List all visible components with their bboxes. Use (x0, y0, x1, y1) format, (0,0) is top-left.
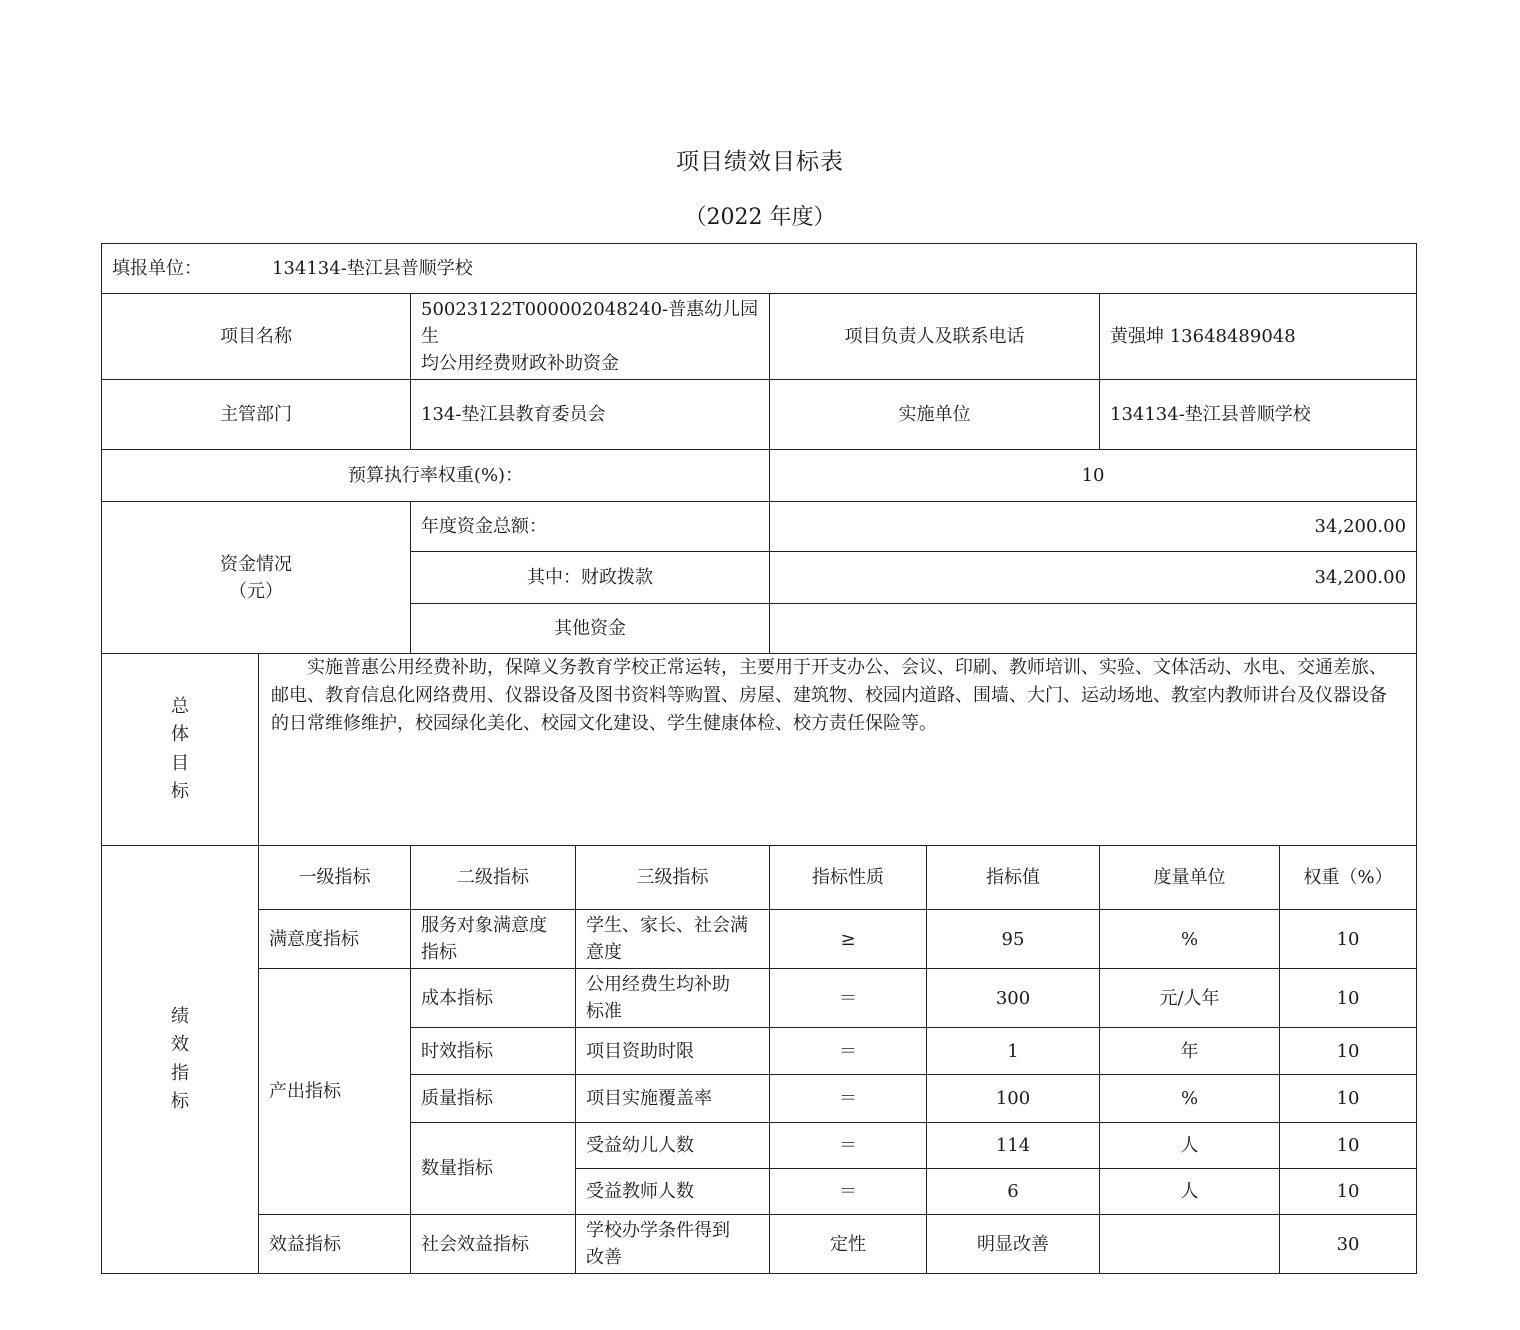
budget-weight-label: 预算执行率权重(%)： (102, 450, 770, 502)
level2-service: 服务对象满意度 指标 (411, 910, 576, 969)
value-cell: 1 (927, 1028, 1100, 1075)
report-unit-value: 134134-垫江县普顺学校 (272, 258, 473, 279)
impl-label: 实施单位 (770, 380, 1100, 450)
goal-text: 实施普惠公用经费补助，保障义务教育学校正常运转，主要用于开支办公、会议、印刷、教师培训、实验、文体活动、水电、交通差旅、邮电、教育信息化网络费用、仪器设备及图书资料等购置、房屋、建筑物、校园内道路、围墙、大门、运动场地、教室内教师讲台及仪器设备的日常维修维护，校园绿化美化、校园文化建设、学生健康体检、校方责任保险等。 (259, 654, 1417, 846)
table-row (102, 910, 1417, 969)
unit-cell: % (1100, 910, 1280, 969)
unit-cell: 元/人年 (1100, 969, 1280, 1028)
level3-cell: 公用经费生均补助 标准 (576, 969, 770, 1028)
unit-cell (1100, 1215, 1280, 1274)
funds-other-value (770, 604, 1417, 654)
level2-quality: 质量指标 (411, 1075, 576, 1123)
weight-cell: 10 (1280, 1028, 1417, 1075)
level3-cell: 受益幼儿人数 (576, 1123, 770, 1169)
level1-output: 产出指标 (259, 969, 411, 1215)
page-title: 项目绩效目标表 (676, 149, 844, 175)
level1-benefit: 效益指标 (259, 1215, 411, 1274)
indicators-label: 绩 效 指 标 (102, 846, 259, 1274)
project-name-label: 项目名称 (102, 294, 411, 380)
level3-cell: 学生、家长、社会满 意度 (576, 910, 770, 969)
performance-table (101, 243, 1417, 1274)
impl-value: 134134-垫江县普顺学校 (1100, 380, 1417, 450)
contact-value: 黄强坤 13648489048 (1100, 294, 1417, 380)
dept-label: 主管部门 (102, 380, 411, 450)
funds-label-line2: （元） (229, 580, 283, 602)
funds-other-label: 其他资金 (411, 604, 770, 654)
funds-total-label: 年度资金总额： (411, 502, 770, 552)
unit-cell: 人 (1100, 1123, 1280, 1169)
header-level2: 二级指标 (411, 846, 576, 910)
value-cell: 114 (927, 1123, 1100, 1169)
nature-cell: ＝ (770, 969, 927, 1028)
value-cell: 300 (927, 969, 1100, 1028)
header-unit: 度量单位 (1100, 846, 1280, 910)
budget-weight-value: 10 (770, 450, 1417, 502)
unit-cell: % (1100, 1075, 1280, 1123)
weight-cell: 10 (1280, 1123, 1417, 1169)
goal-label: 总 体 目 标 (102, 654, 259, 846)
weight-cell: 10 (1280, 1075, 1417, 1123)
nature-cell: ＝ (770, 1169, 927, 1215)
weight-cell: 30 (1280, 1215, 1417, 1274)
project-name-value (411, 294, 770, 380)
funds-fiscal-value: 34,200.00 (770, 552, 1417, 604)
nature-cell: ＝ (770, 1028, 927, 1075)
header-value: 指标值 (927, 846, 1100, 910)
nature-cell: 定性 (770, 1215, 927, 1274)
project-name-line2: 均公用经费财政补助资金 (421, 353, 619, 374)
level3-cell: 项目实施覆盖率 (576, 1075, 770, 1123)
report-unit-cell (102, 244, 1417, 294)
contact-label: 项目负责人及联系电话 (770, 294, 1100, 380)
nature-cell: ≥ (770, 910, 927, 969)
level3-cell: 项目资助时限 (576, 1028, 770, 1075)
header-nature: 指标性质 (770, 846, 927, 910)
header-level3: 三级指标 (576, 846, 770, 910)
level1-satisfaction: 满意度指标 (259, 910, 411, 969)
table-row (102, 1215, 1417, 1274)
report-unit-label: 填报单位： (112, 258, 202, 279)
weight-cell: 10 (1280, 1169, 1417, 1215)
level2-time: 时效指标 (411, 1028, 576, 1075)
level3-cell: 学校办学条件得到 改善 (576, 1215, 770, 1274)
value-cell: 100 (927, 1075, 1100, 1123)
level2-cost: 成本指标 (411, 969, 576, 1028)
level3-cell: 受益教师人数 (576, 1169, 770, 1215)
unit-cell: 年 (1100, 1028, 1280, 1075)
funds-label (102, 502, 411, 654)
value-cell: 6 (927, 1169, 1100, 1215)
project-name-line1: 50023122T000002048240-普惠幼儿园生 (421, 299, 759, 347)
unit-cell: 人 (1100, 1169, 1280, 1215)
page-subtitle: （2022 年度） (684, 205, 836, 230)
level2-quantity: 数量指标 (411, 1123, 576, 1215)
weight-cell: 10 (1280, 910, 1417, 969)
header-weight: 权重（%） (1280, 846, 1417, 910)
funds-label-line1: 资金情况 (220, 553, 292, 575)
value-cell: 95 (927, 910, 1100, 969)
header-level1: 一级指标 (259, 846, 411, 910)
funds-total-value: 34,200.00 (770, 502, 1417, 552)
nature-cell: ＝ (770, 1123, 927, 1169)
table-row (102, 969, 1417, 1028)
level2-social: 社会效益指标 (411, 1215, 576, 1274)
value-cell: 明显改善 (927, 1215, 1100, 1274)
funds-fiscal-label: 其中：财政拨款 (411, 552, 770, 604)
weight-cell: 10 (1280, 969, 1417, 1028)
dept-value: 134-垫江县教育委员会 (411, 380, 770, 450)
nature-cell: ＝ (770, 1075, 927, 1123)
